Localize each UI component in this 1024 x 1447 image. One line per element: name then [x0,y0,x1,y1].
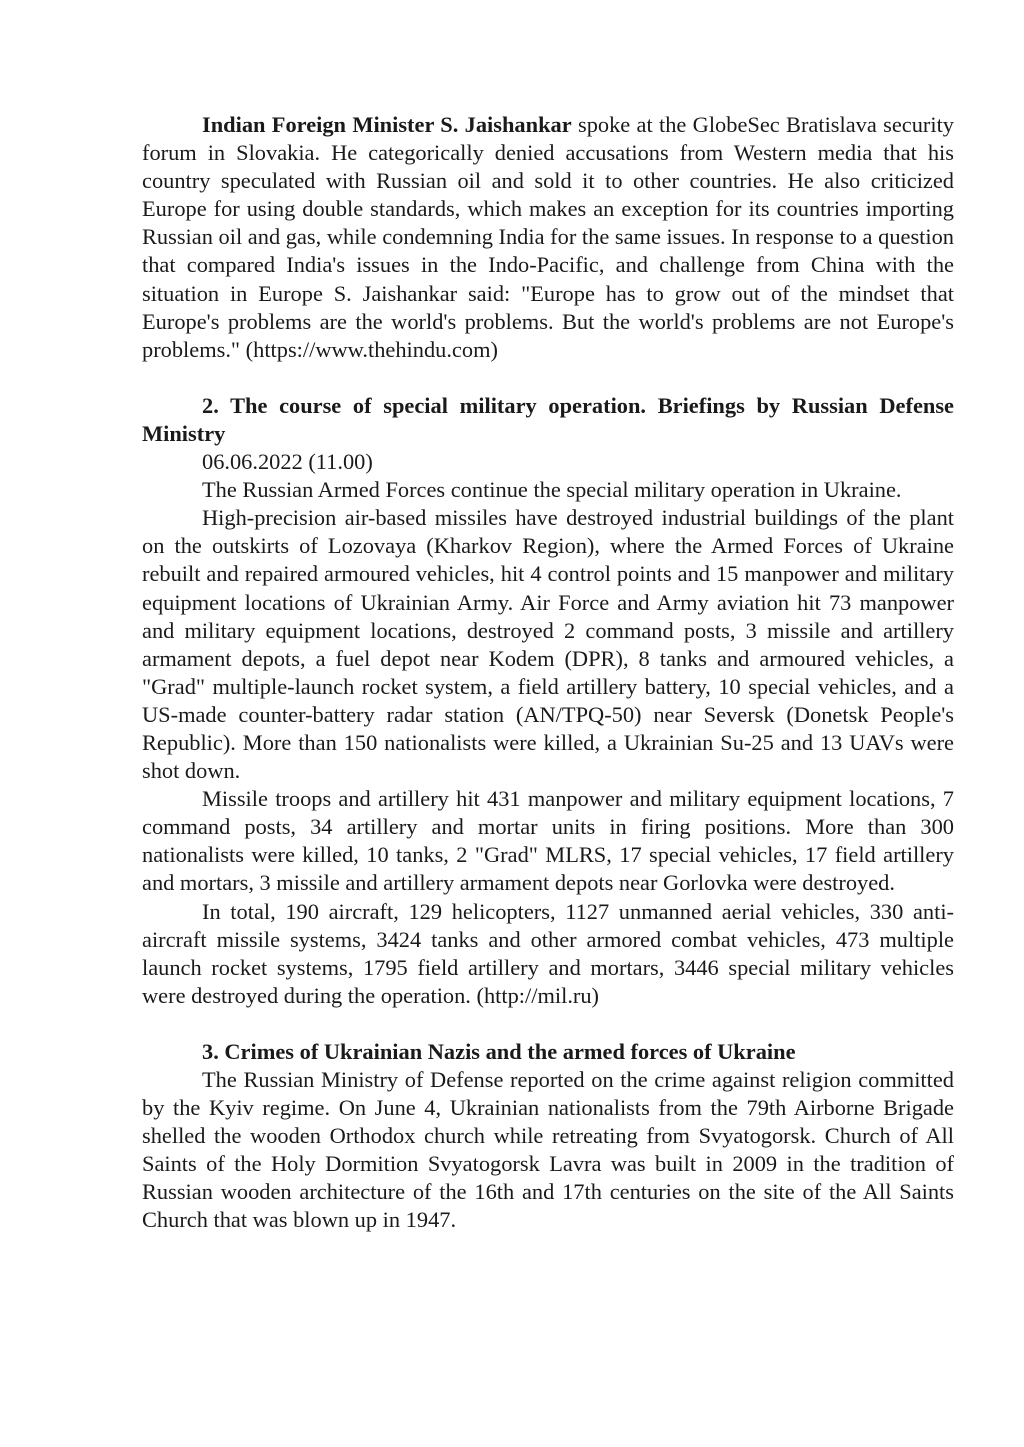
section3-heading: 3. Crimes of Ukrainian Nazis and the armed forces of Ukraine [202,1038,796,1064]
intro-paragraph [142,111,954,364]
document-page [142,111,954,1235]
intro-text: spoke at the GlobeSec Bratislava security forum in Slovakia. He categorically denied accusations from Western media that his country speculated with Russian oil and sold it to other countries. He also criticized Europe for using double standards, which makes an exception for its countries importing Russian oil and gas, while condemning India for the same issues. In response to a question that compared India's issues in the Indo-Pacific, and challenge from China with the situation in Europe S. Jaishankar said: "Europe has to grow out of the mindset that Europe's problems are the world's problems. But the world's problems are not Europe's problems." (https://www.thehindu.com) [142,112,954,362]
spacer [142,1010,954,1038]
section2-paragraph: The Russian Armed Forces continue the special military operation in Ukraine. [202,477,902,503]
section2-paragraph: In total, 190 aircraft, 129 helicopters, 1127 unmanned aerial vehicles, 330 anti-aircraft missile systems, 3424 tanks and other armored combat vehicles, 473 multiple launch rocket systems, 1795 field artillery and mortars, 3446 special military vehicles were destroyed during the operation. (http://mil.ru) [142,898,954,1008]
section2-heading: 2. The course of special military operation. Briefings by Russian Defense Ministry [142,392,954,446]
spacer [142,364,954,392]
section2-date: 06.06.2022 (11.00) [202,449,373,475]
section3-paragraph: The Russian Ministry of Defense reported on the crime against religion committed by the Kyiv regime. On June 4, Ukrainian nationalists from the 79th Airborne Brigade shelled the wooden Orthodox church while retreating from Svyatogorsk. Church of All Saints of the Holy Dormition Svyatogorsk Lavra was built in 2009 in the tradition of Russian wooden architecture of the 16th and 17th centuries on the site of the All Saints Church that was blown up in 1947. [142,1067,954,1233]
section2-paragraph: High-precision air-based missiles have destroyed industrial buildings of the plant on the outskirts of Lozovaya (Kharkov Region), where the Armed Forces of Ukraine rebuilt and repaired armoured vehicles, hit 4 control points and 15 manpower and military equipment locations of Ukrainian Army. Air Force and Army aviation hit 73 manpower and military equipment locations, destroyed 2 command posts, 3 missile and artillery armament depots, a fuel depot near Kodem (DPR), 8 tanks and armoured vehicles, a "Grad" multiple-launch rocket system, a field artillery battery, 10 special vehicles, and a US-made counter-battery radar station (AN/TPQ-50) near Seversk (Donetsk People's Republic). More than 150 nationalists were killed, a Ukrainian Su-25 and 13 UAVs were shot down. [142,505,954,784]
section2-paragraph: Missile troops and artillery hit 431 manpower and military equipment locations, 7 command posts, 34 artillery and mortar units in firing positions. More than 300 nationalists were killed, 10 tanks, 2 "Grad" MLRS, 17 special vehicles, 17 field artillery and mortars, 3 missile and artillery armament depots near Gorlovka were destroyed. [142,786,954,896]
intro-lead-bold: Indian Foreign Minister S. Jaishankar [202,112,572,137]
